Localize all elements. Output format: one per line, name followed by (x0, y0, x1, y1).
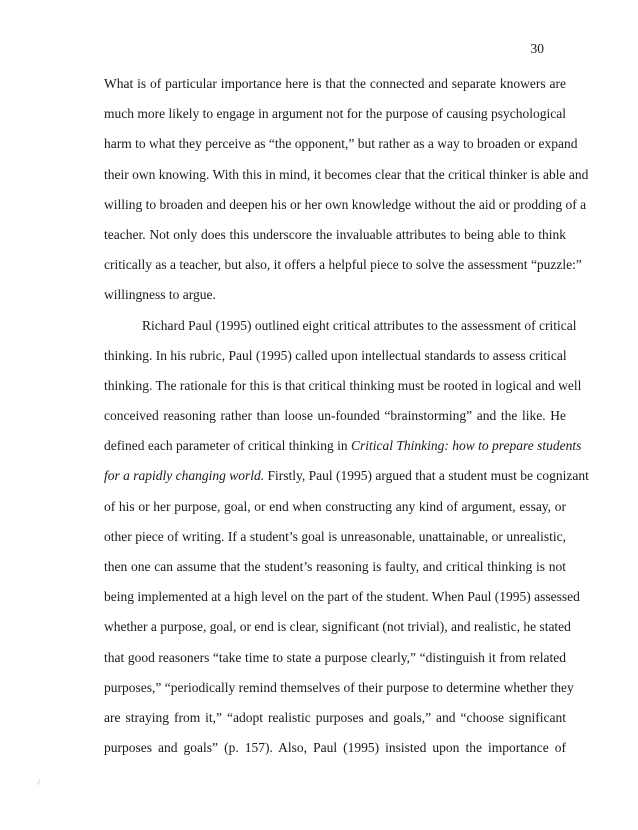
paragraph-2-line-1: Richard Paul (1995) outlined eight critical attributes to the assessment of critical (142, 317, 577, 333)
book-title-part-1: Critical Thinking: how to prepare students (351, 438, 582, 454)
paragraph-1-line-4: their own knowing. With this in mind, it becomes clear that the critical thinker is able and (104, 166, 589, 182)
scan-artifact-mark (37, 779, 43, 786)
paragraph-1-line-1: What is of particular importance here is that the connected and separate knowers are (104, 76, 566, 91)
paragraph-2-line-6 (104, 461, 589, 491)
paragraph-2-line-7: of his or her purpose, goal, or end when constructing any kind of argument, essay, or (104, 498, 566, 514)
paragraph-1-line-6: teacher. Not only does this underscore the invaluable attributes to being able to think (104, 226, 566, 242)
paragraph-1-line-2: much more likely to engage in argument not for the purpose of causing psychological (104, 106, 567, 122)
book-title-part-2: for a rapidly changing world. (104, 468, 265, 484)
paragraph-2-line-13: purposes,” “periodically remind themselves of their purpose to determine whether they (104, 679, 574, 695)
paragraph-2-line-11: whether a purpose, goal, or end is clear, significant (not trivial), and realistic, he stated (104, 619, 571, 635)
paragraph-2-line-5-text: defined each parameter of critical thinking in (104, 438, 352, 454)
body-text (104, 69, 589, 763)
paragraph-2-line-8: other piece of writing. If a student’s goal is unreasonable, unattainable, or unrealistic, (104, 528, 566, 544)
paragraph-1-line-8: willingness to argue. (104, 287, 216, 303)
page-number: 30 (530, 41, 544, 56)
paragraph-1-line-5: willing to broaden and deepen his or her own knowledge without the aid or prodding of a (104, 196, 587, 212)
paragraph-2-line-2: thinking. In his rubric, Paul (1995) called upon intellectual standards to assess critical (104, 347, 567, 363)
paragraph-2-line-10: being implemented at a high level on the part of the student. When Paul (1995) assessed (104, 589, 580, 605)
paragraph-1-line-3: harm to what they perceive as “the opponent,” but rather as a way to broaden or expand (104, 136, 578, 152)
paragraph-2-line-15: purposes and goals” (p. 157). Also, Paul (1995) insisted upon the importance of (104, 740, 566, 756)
paragraph-2-line-6-text: Firstly, Paul (1995) argued that a student must be cognizant (264, 468, 589, 484)
paragraph-2-line-4: conceived reasoning rather than loose un-founded “brainstorming” and the like. He (104, 408, 566, 424)
paragraph-2-line-5 (104, 431, 582, 461)
paragraph-2-line-14: are straying from it,” “adopt realistic purposes and goals,” and “choose significant (104, 709, 566, 725)
paragraph-1-line-7: critically as a teacher, but also, it offers a helpful piece to solve the assessment “puzzle:” (104, 257, 582, 273)
paragraph-2-line-12: that good reasoners “take time to state a purpose clearly,” “distinguish it from related (104, 649, 566, 665)
paragraph-2-line-3: thinking. The rationale for this is that critical thinking must be rooted in logical and well (104, 377, 582, 393)
paragraph-2-line-9: then one can assume that the student’s reasoning is faulty, and critical thinking is not (104, 559, 566, 574)
